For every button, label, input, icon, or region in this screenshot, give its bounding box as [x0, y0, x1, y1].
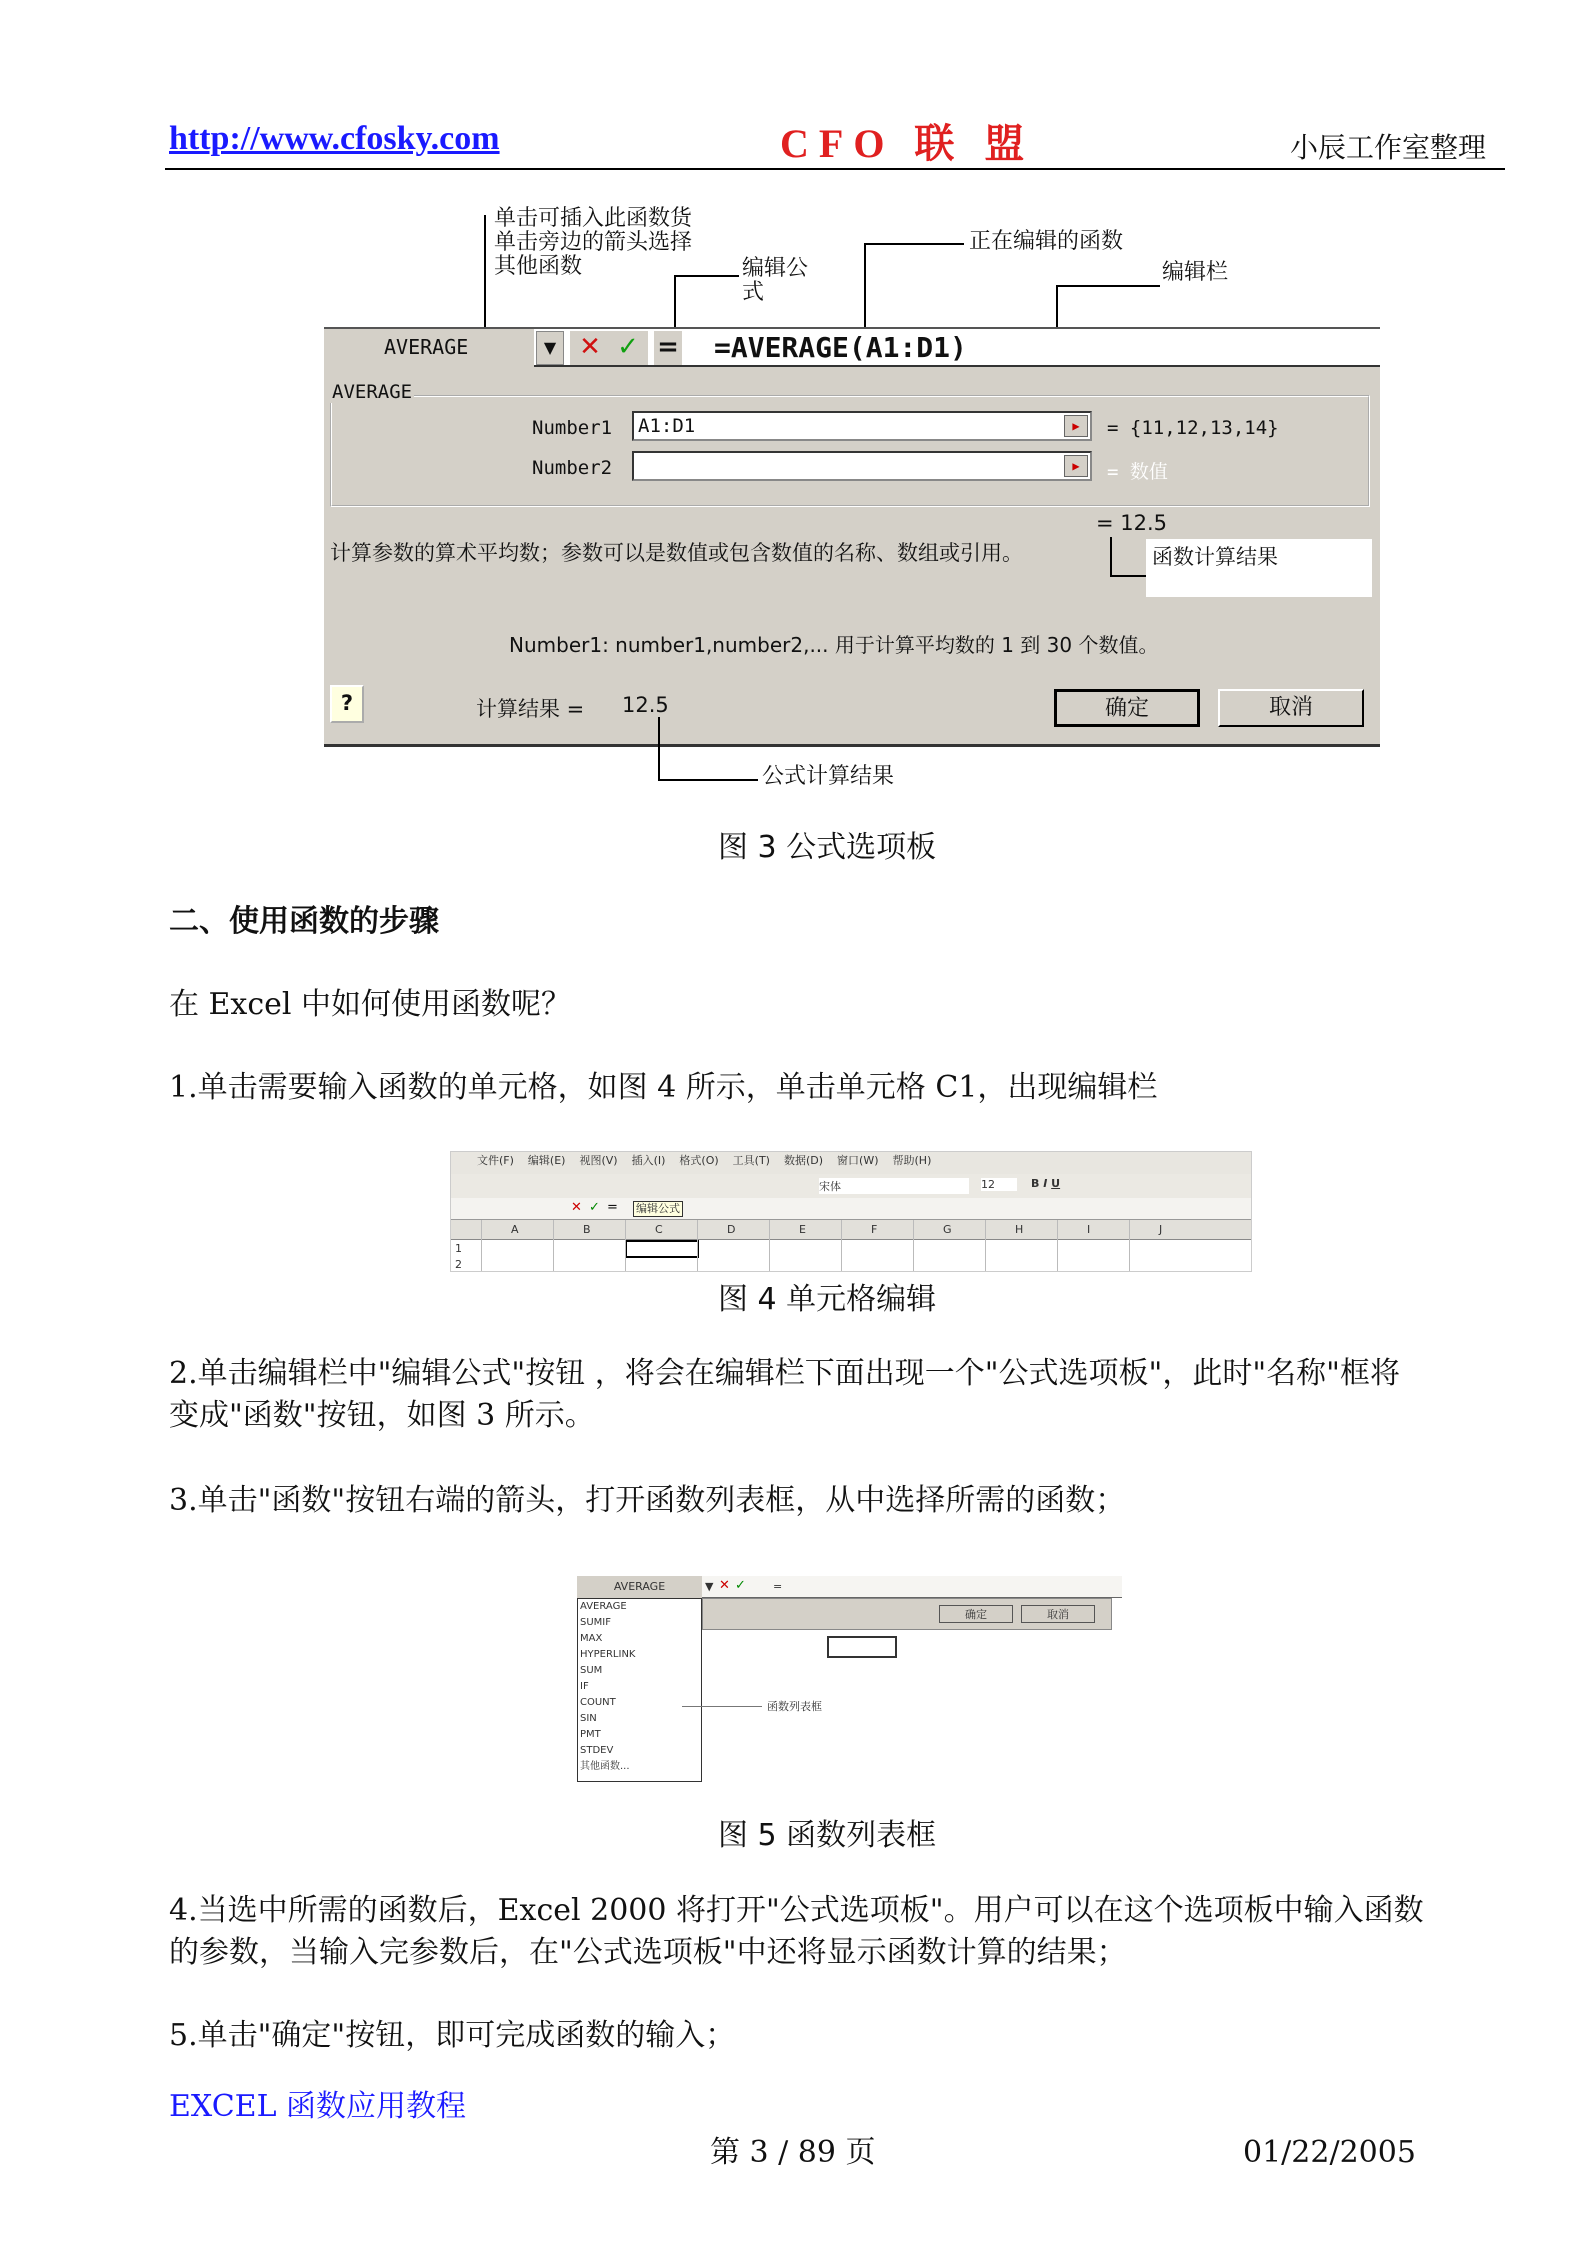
- formula-bar: [451, 1198, 1251, 1220]
- function-description: 计算参数的算术平均数；参数可以是数值或包含数值的名称、数组或引用。: [330, 541, 1023, 565]
- size-select[interactable]: 12: [981, 1178, 1017, 1191]
- arg-result: = 数值: [1107, 461, 1168, 483]
- function-list-item[interactable]: COUNT: [580, 1697, 616, 1708]
- header-divider: [165, 168, 1505, 170]
- arg-result: = {11,12,13,14}: [1107, 417, 1279, 439]
- function-list-item[interactable]: PMT: [580, 1729, 601, 1740]
- function-list-item[interactable]: AVERAGE: [580, 1601, 627, 1612]
- function-name-box[interactable]: AVERAGE: [324, 329, 534, 367]
- cancel-icon[interactable]: ✕: [571, 1200, 582, 1215]
- section-heading: 二、使用函数的步骤: [169, 904, 439, 939]
- row-header: 2: [455, 1258, 462, 1271]
- selected-cell-c1[interactable]: [625, 1240, 699, 1258]
- function-list-item[interactable]: HYPERLINK: [580, 1649, 636, 1660]
- edit-formula-button[interactable]: =: [607, 1200, 618, 1215]
- page-number: 第 3 / 89 页: [710, 2135, 876, 2170]
- menu-item[interactable]: 工具(T): [732, 1154, 770, 1167]
- menu-item[interactable]: 窗口(W): [837, 1154, 879, 1167]
- column-header[interactable]: J: [1159, 1223, 1163, 1236]
- enter-icon[interactable]: ✓: [589, 1200, 600, 1215]
- arg-label: Number2: [532, 457, 613, 479]
- menu-item[interactable]: 格式(O): [679, 1154, 719, 1167]
- grid-line: [625, 1220, 626, 1272]
- column-header[interactable]: I: [1087, 1223, 1091, 1236]
- toolbar: [451, 1174, 1251, 1198]
- collapse-dialog-icon[interactable]: ▶: [1064, 415, 1088, 437]
- group-title: AVERAGE: [332, 381, 413, 403]
- number2-input[interactable]: [632, 451, 1092, 481]
- cancel-icon[interactable]: ✕: [570, 331, 610, 365]
- argument-help: Number1: number1,number2,... 用于计算平均数的 1 到 30 个数值。: [509, 633, 1159, 657]
- function-list-item[interactable]: STDEV: [580, 1745, 614, 1756]
- column-header[interactable]: B: [583, 1223, 591, 1236]
- chevron-down-icon[interactable]: ▼: [536, 331, 564, 365]
- figure-4-caption: 图 4 单元格编辑: [718, 1282, 937, 1317]
- figure-3-formula-palette: [324, 205, 1380, 795]
- function-list-item[interactable]: IF: [580, 1681, 589, 1692]
- header-credit: 小辰工作室整理: [1290, 131, 1487, 164]
- column-header[interactable]: C: [655, 1223, 663, 1236]
- ok-button[interactable]: 确定: [939, 1605, 1013, 1623]
- annotation-editing-function: 正在编辑的函数: [969, 229, 1124, 254]
- menu-item[interactable]: 数据(D): [783, 1154, 824, 1167]
- annotation-formula-result: 公式计算结果: [762, 764, 895, 789]
- function-name-box[interactable]: AVERAGE: [577, 1576, 702, 1598]
- arguments-group: [330, 395, 1370, 507]
- step-3: 3.单击"函数"按钮右端的箭头，打开函数列表框，从中选择所需的函数；: [169, 1483, 1126, 1518]
- format-buttons[interactable]: B I U: [1031, 1177, 1061, 1190]
- formula-text: =: [773, 1580, 783, 1593]
- function-list-item[interactable]: MAX: [580, 1633, 603, 1644]
- column-header[interactable]: E: [799, 1223, 806, 1236]
- site-link[interactable]: http://www.cfosky.com: [169, 120, 500, 157]
- edit-formula-button[interactable]: =: [654, 331, 682, 365]
- column-header[interactable]: A: [511, 1223, 519, 1236]
- edit-formula-tooltip: 编辑公式: [633, 1201, 683, 1217]
- cancel-button[interactable]: 取消: [1021, 1605, 1095, 1623]
- step-4-line-2: 的参数，当输入完参数后，在"公式选项板"中还将显示函数计算的结果；: [169, 1935, 1127, 1970]
- collapse-dialog-icon[interactable]: ▶: [1064, 455, 1088, 477]
- menu-item[interactable]: 视图(V): [579, 1154, 618, 1167]
- enter-icon[interactable]: ✓: [608, 331, 648, 365]
- intro-text: 在 Excel 中如何使用函数呢？: [169, 987, 572, 1022]
- menu-item[interactable]: 帮助(H): [892, 1154, 932, 1167]
- menu-bar: [451, 1152, 1251, 1174]
- menu-item[interactable]: 插入(I): [631, 1154, 666, 1167]
- function-list-label: 函数列表框: [767, 1700, 822, 1713]
- grid-line: [1057, 1220, 1058, 1272]
- menu-item[interactable]: 编辑(E): [527, 1154, 566, 1167]
- annotation-edit-bar: 编辑栏: [1162, 260, 1229, 285]
- grid-line: [481, 1220, 482, 1272]
- annotation-insert-function: 单击可插入此函数货 单击旁边的箭头选择 其他函数: [494, 206, 693, 279]
- function-dropdown-list: [577, 1598, 702, 1782]
- grid-line: [913, 1220, 914, 1272]
- row-header: 1: [455, 1242, 462, 1255]
- grid-line: [985, 1220, 986, 1272]
- cancel-button[interactable]: 取消: [1218, 689, 1364, 727]
- grid-line: [841, 1220, 842, 1272]
- grid-line: [697, 1220, 698, 1272]
- step-2-line-1: 2.单击编辑栏中"编辑公式"按钮 ，将会在编辑栏下面出现一个"公式选项板"，此时"名称"框将: [169, 1356, 1400, 1391]
- figure-5-caption: 图 5 函数列表框: [718, 1818, 937, 1853]
- formula-bar: [324, 327, 1380, 367]
- function-list-item[interactable]: SUMIF: [580, 1617, 611, 1628]
- grid-line: [1129, 1220, 1130, 1272]
- formula-palette-dialog: [324, 367, 1380, 747]
- arg-label: Number1: [532, 417, 613, 439]
- footer-date: 01/22/2005: [1243, 2135, 1416, 2170]
- function-value: = 12.5: [1096, 511, 1168, 535]
- ok-button[interactable]: 确定: [1054, 689, 1200, 727]
- menu-item[interactable]: 文件(F): [477, 1154, 514, 1167]
- help-icon[interactable]: ?: [330, 685, 364, 723]
- number1-input[interactable]: A1:D1 ▶: [632, 411, 1092, 441]
- worksheet-grid: [451, 1220, 1251, 1272]
- chevron-down-icon[interactable]: ▼: [705, 1580, 714, 1593]
- result-value: 12.5: [622, 693, 669, 717]
- step-4-line-1: 4.当选中所需的函数后，Excel 2000 将打开"公式选项板"。用户可以在这个选项板中输入函数: [169, 1893, 1424, 1928]
- figure-3-caption: 图 3 公式选项板: [718, 830, 937, 865]
- selected-cell: [827, 1636, 897, 1658]
- column-header[interactable]: H: [1015, 1223, 1024, 1236]
- step-5: 5.单击"确定"按钮，即可完成函数的输入；: [169, 2018, 736, 2053]
- annotation-edit-formula: 编辑公 式: [742, 256, 809, 305]
- tutorial-link[interactable]: EXCEL 函数应用教程: [169, 2089, 467, 2124]
- cancel-icon[interactable]: ✕: [719, 1578, 730, 1593]
- column-header[interactable]: D: [727, 1223, 736, 1236]
- figure-5-function-list: [577, 1576, 1122, 1792]
- figure-4-excel-window: [450, 1151, 1252, 1272]
- font-select[interactable]: 宋体: [819, 1178, 969, 1194]
- step-1: 1.单击需要输入函数的单元格，如图 4 所示，单击单元格 C1，出现编辑栏: [169, 1070, 1158, 1105]
- result-label: 计算结果 =: [476, 697, 585, 721]
- column-header[interactable]: G: [943, 1223, 952, 1236]
- function-list-item[interactable]: 其他函数...: [580, 1761, 630, 1772]
- function-list-item[interactable]: SIN: [580, 1713, 597, 1724]
- column-header[interactable]: F: [871, 1223, 878, 1236]
- step-2-line-2: 变成"函数"按钮，如图 3 所示。: [169, 1398, 595, 1433]
- function-list-item[interactable]: SUM: [580, 1665, 603, 1676]
- grid-line: [553, 1220, 554, 1272]
- grid-line: [769, 1220, 770, 1272]
- formula-text[interactable]: =AVERAGE(A1:D1): [714, 331, 967, 364]
- brand-title: CFO 联 盟: [780, 121, 1035, 166]
- enter-icon[interactable]: ✓: [735, 1578, 746, 1593]
- annotation-function-result: 函数计算结果: [1146, 539, 1372, 597]
